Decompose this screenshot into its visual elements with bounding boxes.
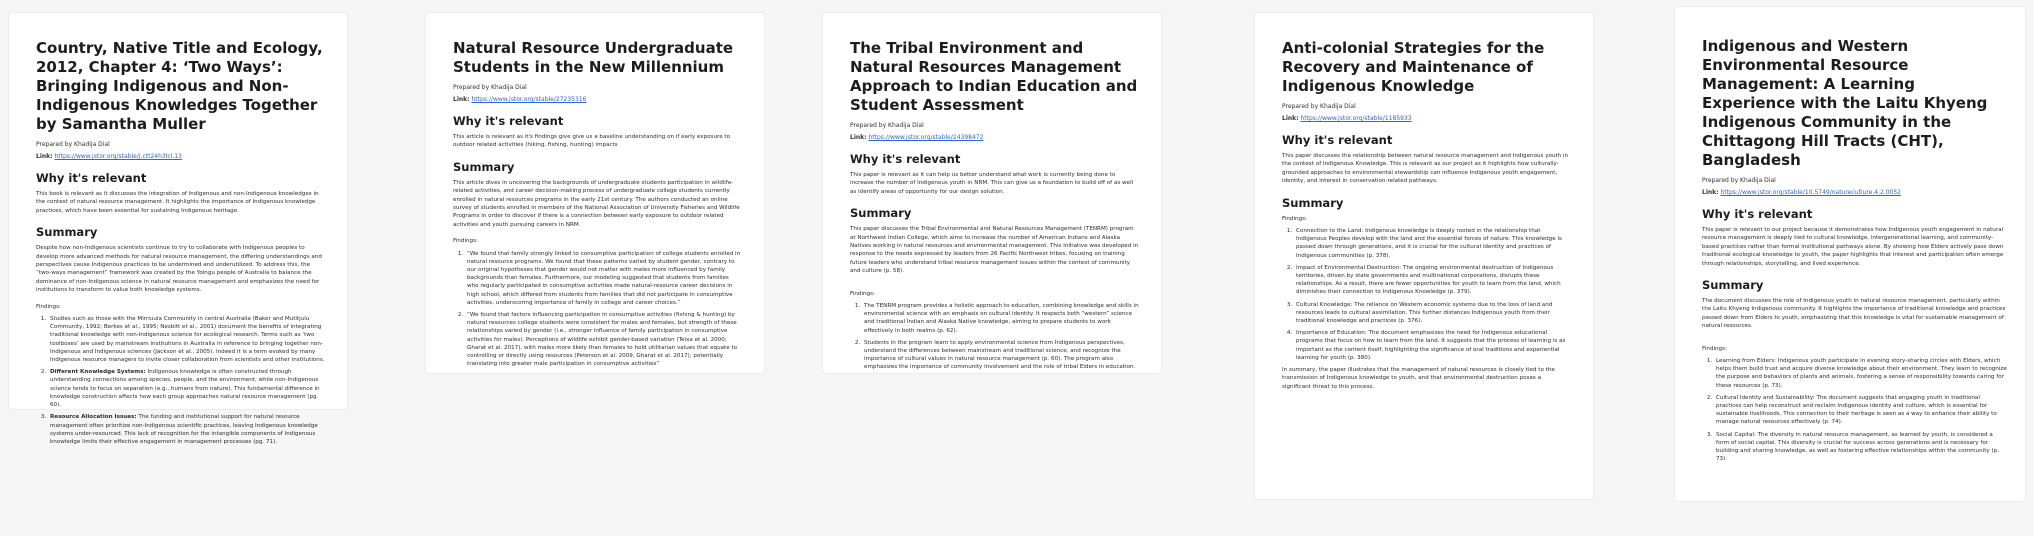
card-5-findings-list	[1702, 357, 2007, 463]
card-1-title: Country, Native Title and Ecology, 2012, Chapter 4: ‘Two Ways’: Bringing Indigenous and Non-Indigenous Knowledges Together by Samantha Muller	[36, 39, 323, 133]
card-2-relevant-text: This article is relevant as it's findings give give us a baseline understanding on if early exposure to outdoor related activities (hiking, fishing, hunting) impacts	[453, 134, 731, 149]
card-1-prepared: Prepared by Khadija Dial	[36, 141, 110, 148]
card-3-summary-text: This paper discusses the Tribal Environmental and Natural Resources Management (TENRM) program at Northwest Indian College, which aims to increase the number of American Indians and Alaska Natives working in natural resources and environmental management. This initiative was developed in response to the needs expressed by leaders from 26 Pacific Northwest tribes, focusing on training future leaders who understand tribal resource management issues within the context of community and culture (p. 58).	[850, 226, 1139, 275]
card-1-link-row	[36, 152, 325, 161]
card-2-summary-text: This article dives in uncovering the backgrounds of undergraduate students participation in wildlife-related activities, and career decision-making process of undergraduate college students currently enrolled in natural resources programs in the early 21st century. The authors conducted an online survey of students enrolled in members of the National Association of University Fisheries and Wildlife Programs in order to discover if there is a connection between early exposure to outdoor related activities and youth pursuing careers in NRM.	[453, 179, 740, 228]
card-3-relevant-text: This paper is relevant as it can help us better understand what work is currently being done to increase the number of Indigenous youth in NRM. This can give us a foundation to build off of as well as identify areas of opportunity for our design solution.	[850, 172, 1134, 195]
list-item: 1. Studies such as those with the Mirriuula Community in central Australia (Baker and Mutitjulu Community, 1992; Berkes et al., 1995; Nesbitt et al., 2001) document the benefits of integrating traditional knowledge with non-Indigenous science for ecological research. Terms such as ‘two toolboxes’ are used by mainstream institutions in Australia in reference to bringing together non-Indigenous and Indigenous sciences (Jackson et al., 2005). Indeed it is a term evoked by many Indigenous resource managers to invite closer collaboration from scientists and other institutions.	[48, 315, 325, 364]
card-4-prepared: Prepared by Khadija Dial	[1282, 103, 1356, 110]
document-card-3	[822, 12, 1162, 374]
card-4-relevant-heading: Why it's relevant	[1282, 133, 1393, 147]
document-card-1	[8, 12, 348, 445]
list-item: 2. “We found that factors influencing participation in consumptive activities (fishing & hunting) by natural resources college students were consistent for males and females, but strength of these relationships varied by gender (i.e., stronger influence of family participation in consumptive activities for males). Perceptions of wildlife exhibit gender-based variation (Teixa et al. 2000; Gharat et al. 2017), with males more likely than females to hold utilitarian values that equate to controlling or directly using resources (Peterson et al. 2009, Gharat et al. 2017), potentially translating into greater male participation in consumptive activities”	[465, 311, 742, 368]
card-5-link-label: Link:	[1702, 189, 1719, 196]
card-3-findings-list	[850, 302, 1139, 372]
card-2-link-row	[453, 95, 742, 104]
card-3-prepared: Prepared by Khadija Dial	[850, 122, 924, 129]
card-1-relevant-text: This book is relevant as it discusses the integration of Indigenous and non-Indigenous knowledges in the context of natural resource management. It highlights the importance of Indigenous knowledge practices, which have been essential for sustaining Indigenous heritage.	[36, 191, 319, 214]
card-3-link-label: Link:	[850, 134, 867, 141]
card-3-findings-label: Findings:	[850, 290, 875, 297]
card-2-relevant-heading: Why it's relevant	[453, 114, 564, 128]
card-4-closing-text: In summary, the paper illustrates that the management of natural resources is closely tied to the transmission of Indigenous knowledge to youth, and that environmental destruction poses a significant threat to this process.	[1282, 367, 1555, 390]
card-2-findings-label: Findings:	[453, 238, 478, 245]
card-1-summary-heading: Summary	[36, 225, 98, 240]
card-1-findings-list	[36, 315, 325, 446]
card-4-link-label: Link:	[1282, 115, 1299, 122]
card-5-link-row	[1702, 188, 2007, 197]
list-item: 1. The TENRM program provides a holistic approach to education, combining knowledge and skills in environmental science with an emphasis on cultural identity. It respects both “western” science and traditional Indian and Alaska Native knowledge, aiming to prepare students to work effectively in both realms (p. 62).	[862, 302, 1139, 335]
card-4-link-row	[1282, 114, 1571, 123]
list-item: 1. Learning from Elders: Indigenous youth participate in evening story-sharing circles with Elders, which helps them build trust and acquire diverse knowledge about their environment. They learn to recognize the purpose and behaviors of plants and animals, fostering a sense of responsibility towards caring for these resources (p. 73).	[1714, 357, 2007, 390]
card-4-title: Anti-colonial Strategies for the Recovery and Maintenance of Indigenous Knowledge	[1282, 39, 1545, 95]
card-2-title: Natural Resource Undergraduate Students in the New Millennium	[453, 39, 734, 76]
card-5-summary-heading: Summary	[1702, 278, 1764, 293]
card-3-title: The Tribal Environment and Natural Resources Management Approach to Indian Education and Student Assessment	[850, 39, 1138, 114]
document-card-2	[425, 12, 765, 374]
document-card-5	[1674, 6, 2026, 502]
card-3-relevant-heading: Why it's relevant	[850, 152, 961, 166]
card-2-prepared: Prepared by Khadija Dial	[453, 84, 527, 91]
card-4-findings-label: Findings:	[1282, 215, 1307, 222]
card-4-link[interactable]: https://www.jstor.org/stable/1185933	[1300, 115, 1412, 122]
list-item: 1. “We found that family strongly linked to consumptive participation of college students enrolled in natural resource programs. We found that these patterns varied by student gender, contrary to our original hypotheses that gender would not matter with males more influenced by family backgrounds than females. Furthermore, our modeling suggested that students from families who regularly participated in consumptive activities made natural-resource career decisions in high school, which differed from students from families that did not participate in consumptive activities, underscoring importance of family in college and career choices.”	[465, 250, 742, 307]
card-5-findings-label: Findings:	[1702, 345, 1727, 352]
list-item: 3. Cultural Knowledge: The reliance on Western economic systems due to the loss of land and resources leads to cultural assimilation. This further distances Indigenous youth from their traditional knowledge and practices (p. 376).	[1294, 301, 1571, 326]
card-1-findings-label: Findings:	[36, 303, 61, 310]
card-5-relevant-text: This paper is relevant to our project because it demonstrates how Indigenous youth engagement in natural resource management is deeply tied to cultural knowledge, intergenerational learning, and community-based practices rather than formal institutional pathways alone. By showing how Elders actively pass down traditional ecological knowledge to youth, the paper highlights that interest and participation often emerge through relationships, storytelling, and lived experience.	[1702, 227, 2004, 267]
card-5-relevant-heading: Why it's relevant	[1702, 207, 1813, 221]
card-4-summary-heading: Summary	[1282, 195, 1344, 210]
card-5-prepared: Prepared by Khadija Dial	[1702, 177, 1776, 184]
card-2-summary-heading: Summary	[453, 159, 515, 174]
card-3-summary-heading: Summary	[850, 206, 912, 221]
card-2-link[interactable]: https://www.jstor.org/stable/27235316	[471, 96, 587, 103]
card-2-link-label: Link:	[453, 96, 470, 103]
card-1-link[interactable]: https://www.jstor.org/stable/j.ctt24h3lcl.13	[54, 153, 182, 160]
list-item: 2. Impact of Environmental Destruction: The ongoing environmental destruction of Indigenous territories, driven by state governments and multinational corporations, disrupts these relationships. As a result, there are fewer opportunities for youth to learn from the land, which diminishes their connection to Indigenous Knowledge (p. 379).	[1294, 264, 1571, 297]
list-item: 3. Resource Allocation Issues: The funding and institutional support for natural resource management often prioritize non-Indigenous scientific practices, leaving Indigenous knowledge systems under-resourced. This lack of recognition for the intangible components of Indigenous knowledge limits their effective engagement in management processes (pg. 71).	[48, 413, 325, 446]
card-3-link[interactable]: https://www.jstor.org/stable/24398472	[868, 134, 984, 141]
list-item: 2. Students in the program learn to apply environmental science from Indigenous perspectives, understand the differences between mainstream and traditional science, and recognize the importance of cultural values in natural resource management (p. 60). The program also emphasizes the importance of community involvement and the role of tribal Elders in education.	[862, 339, 1139, 372]
card-3-link-row	[850, 133, 1139, 142]
list-item: 3. Social Capital: The diversity in natural resource management, as learned by youth, is considered a form of social capital. This diversity is crucial for success across generations and is necessary for building and sharing knowledge, as well as fostering effective relationships within the community (p. 73).	[1714, 431, 2007, 464]
card-5-title: Indigenous and Western Environmental Resource Management: A Learning Experience with the Laitu Khyeng Indigenous Community in the Chittagong Hill Tracts (CHT), Bangladesh	[1702, 37, 1988, 169]
card-5-summary-text: The document discusses the role of Indigenous youth in natural resource management, particularly within the Laitu Khyeng Indigenous community. It highlights the importance of traditional knowledge and practices passed down from Elders to youth, emphasizing that this knowledge is vital for sustainable management of natural resources.	[1702, 298, 2006, 330]
card-4-findings-list	[1282, 227, 1571, 362]
card-2-findings-list	[453, 250, 742, 369]
card-1-link-label: Link:	[36, 153, 53, 160]
card-4-relevant-text: This paper discusses the relationship between natural resource management and Indigenous youth in the context of Indigenous Knowledge. This is relevant as our project as it highlights how culturally-grounded approaches to environmental stewardship can influence Indigenous youth engagement, identity, and interest in conservation-related pathways.	[1282, 153, 1569, 185]
card-5-link[interactable]: https://www.jstor.org/stable/10.5749/natureculture.4.2.0052	[1720, 189, 1901, 196]
list-item: 4. Importance of Education: The document emphasizes the need for Indigenous educational programs that focus on how to learn from the land. It suggests that the process of learning is as important as the content itself, highlighting the significance of oral traditions and experiential learning for youth (p. 380).	[1294, 329, 1571, 362]
list-item: 2. Different Knowledge Systems: Indigenous knowledge is often constructed through understanding connections among species, people, and the environment, while non-Indigenous science tends to focus on separation (e.g., humans from nature). This fundamental difference in knowledge construction affects how each group approaches natural resource management (pg. 60).	[48, 368, 325, 409]
card-1-summary-text: Despite how non-Indigenous scientists continue to try to collaborate with Indigenous peoples to develop more advanced methods for natural resource management, the differing understandings and perspectives cause Indigenous practices to be undermined and underutilized. To address this, the “two-ways management” framework was created by the Yolngu people of Australia to balance the dominance of non-Indigenous science in natural resource management and emphasizes the need for institutions to transform to value both knowledge systems.	[36, 245, 322, 294]
card-1-relevant-heading: Why it's relevant	[36, 171, 147, 185]
list-item: 1. Connection to the Land: Indigenous knowledge is deeply rooted in the relationship that Indigenous Peoples develop with the land and the essential forces of nature. This knowledge is passed down through generations, and it is crucial for the cultural identity and practices of Indigenous communities (p. 378).	[1294, 227, 1571, 260]
list-item: 2. Cultural Identity and Sustainability: The document suggests that engaging youth in traditional practices can help reconstruct and reclaim Indigenous identity and culture, which is essential for sustainable livelihoods. This connection to their heritage is seen as a way to enhance their ability to manage natural resources effectively (p. 74).	[1714, 394, 2007, 427]
document-card-4	[1254, 12, 1594, 500]
